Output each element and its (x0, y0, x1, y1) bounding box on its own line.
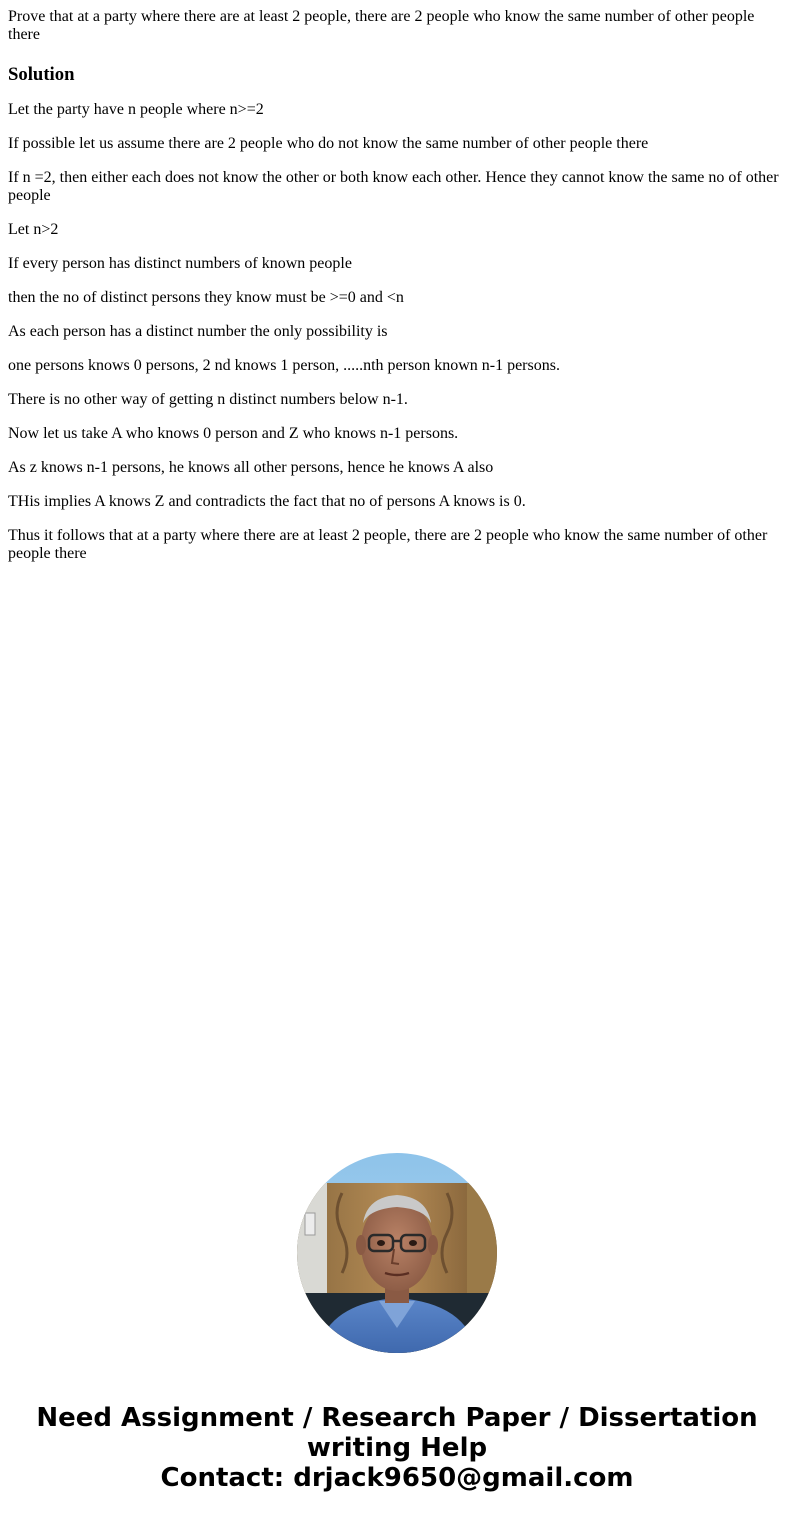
author-avatar (297, 1153, 497, 1353)
promo-contact: Contact: drjack9650@gmail.com (160, 1463, 634, 1493)
solution-paragraph: Let the party have n people where n>=2 (8, 101, 264, 118)
promo-footer (0, 1403, 794, 1493)
promo-headline: Need Assignment / Research Paper / Dissertation writing Help (36, 1403, 758, 1463)
solution-paragraph: If n =2, then either each does not know the other or both know each other. Hence they cannot know the same no of other people (8, 169, 779, 204)
solution-paragraph: THis implies A knows Z and contradicts the fact that no of persons A knows is 0. (8, 493, 526, 510)
solution-paragraph: Now let us take A who knows 0 person and Z who knows n-1 persons. (8, 425, 459, 442)
solution-paragraph: There is no other way of getting n distinct numbers below n-1. (8, 391, 408, 408)
solution-paragraph: As z knows n-1 persons, he knows all other persons, hence he knows A also (8, 459, 494, 476)
solution-paragraph: As each person has a distinct number the only possibility is (8, 323, 388, 340)
document-body (8, 8, 784, 579)
solution-paragraph: If every person has distinct numbers of known people (8, 255, 352, 272)
solution-paragraph: then the no of distinct persons they know must be >=0 and <n (8, 289, 404, 306)
solution-paragraph: Thus it follows that at a party where there are at least 2 people, there are 2 people who know the same number of other people there (8, 527, 768, 562)
author-portrait (297, 1153, 497, 1353)
question-text: Prove that at a party where there are at least 2 people, there are 2 people who know the same number of other people there (8, 8, 755, 43)
solution-heading: Solution (8, 64, 75, 85)
solution-paragraph: Let n>2 (8, 221, 59, 238)
solution-paragraph: If possible let us assume there are 2 people who do not know the same number of other people there (8, 135, 649, 152)
solution-paragraph: one persons knows 0 persons, 2 nd knows 1 person, .....nth person known n-1 persons. (8, 357, 560, 374)
